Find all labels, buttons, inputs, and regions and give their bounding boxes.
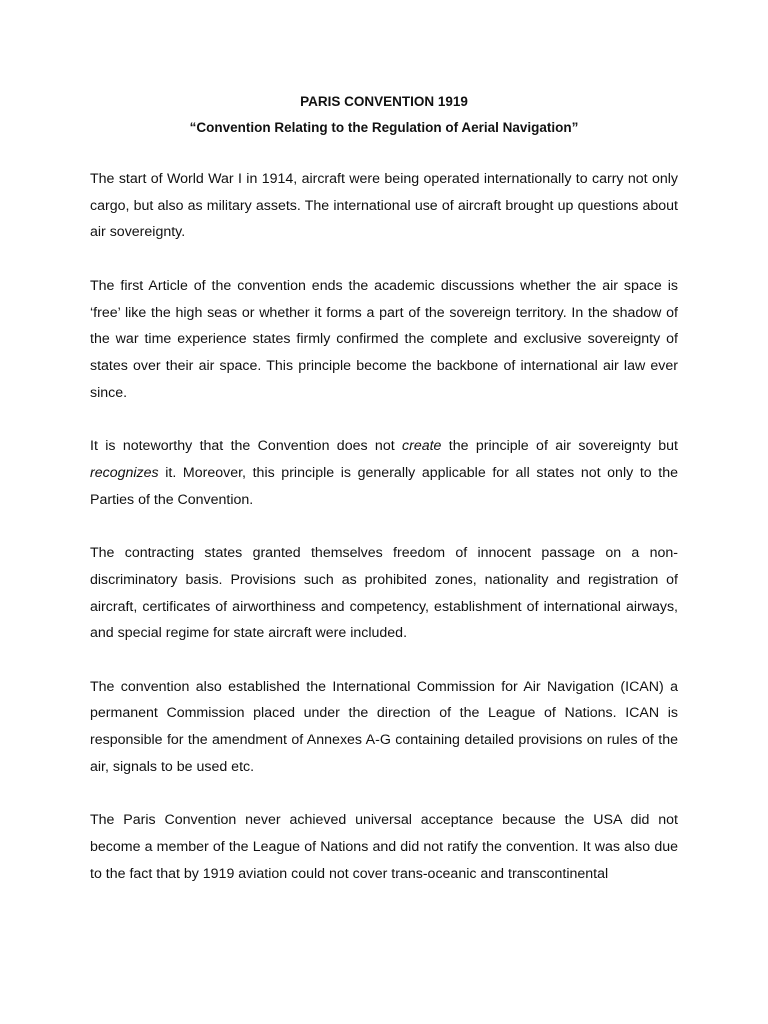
document-title: PARIS CONVENTION 1919 [300, 94, 468, 109]
paragraph-recognition-text-3: it. Moreover, this principle is generally applicable for all states not only to the Parties of the Convention. [90, 465, 678, 508]
paragraph-recognition-text-1: It is noteworthy that the Convention does not [90, 438, 402, 455]
paragraph-universal-acceptance: The Paris Convention never achieved universal acceptance because the USA did not become a member of the League of Nations and did not ratify the convention. It was also due to the fact that by 1919 aviation could not cover trans-oceanic and transcontinental [90, 812, 678, 882]
paragraph-ww1-context: The start of World War I in 1914, aircraft were being operated internationally to carry not only cargo, but also as military assets. The international use of aircraft brought up questions about air sovereignty. [90, 171, 678, 241]
paragraph-first-article: The first Article of the convention ends the academic discussions whether the air space is ‘free’ like the high seas or whether it forms a part of the sovereign territory. In the shadow of the war time experience states firmly confirmed the complete and exclusive sovereignty of states over their air space. This principle become the backbone of international air law ever since. [90, 277, 678, 401]
document-body [90, 166, 678, 887]
emphasis-create: create [402, 438, 442, 455]
paragraph-recognition-text-2: the principle of air sovereignty but [441, 438, 678, 455]
paragraph-innocent-passage: The contracting states granted themselves freedom of innocent passage on a non-discriminatory basis. Provisions such as prohibited zones, nationality and registration of aircraft, certificates of airworthiness and competency, establishment of international airways, and special regime for state aircraft were included. [90, 545, 678, 642]
paragraph-recognition [90, 433, 678, 513]
emphasis-recognizes: recognizes [90, 465, 159, 482]
document-subtitle: “Convention Relating to the Regulation of Aerial Navigation” [189, 120, 579, 135]
paragraph-ican: The convention also established the International Commission for Air Navigation (ICAN) a permanent Commission placed under the direction of the League of Nations. ICAN is responsible for the amendment of Annexes A-G containing detailed provisions on rules of the air, signals to be used etc. [90, 678, 678, 775]
